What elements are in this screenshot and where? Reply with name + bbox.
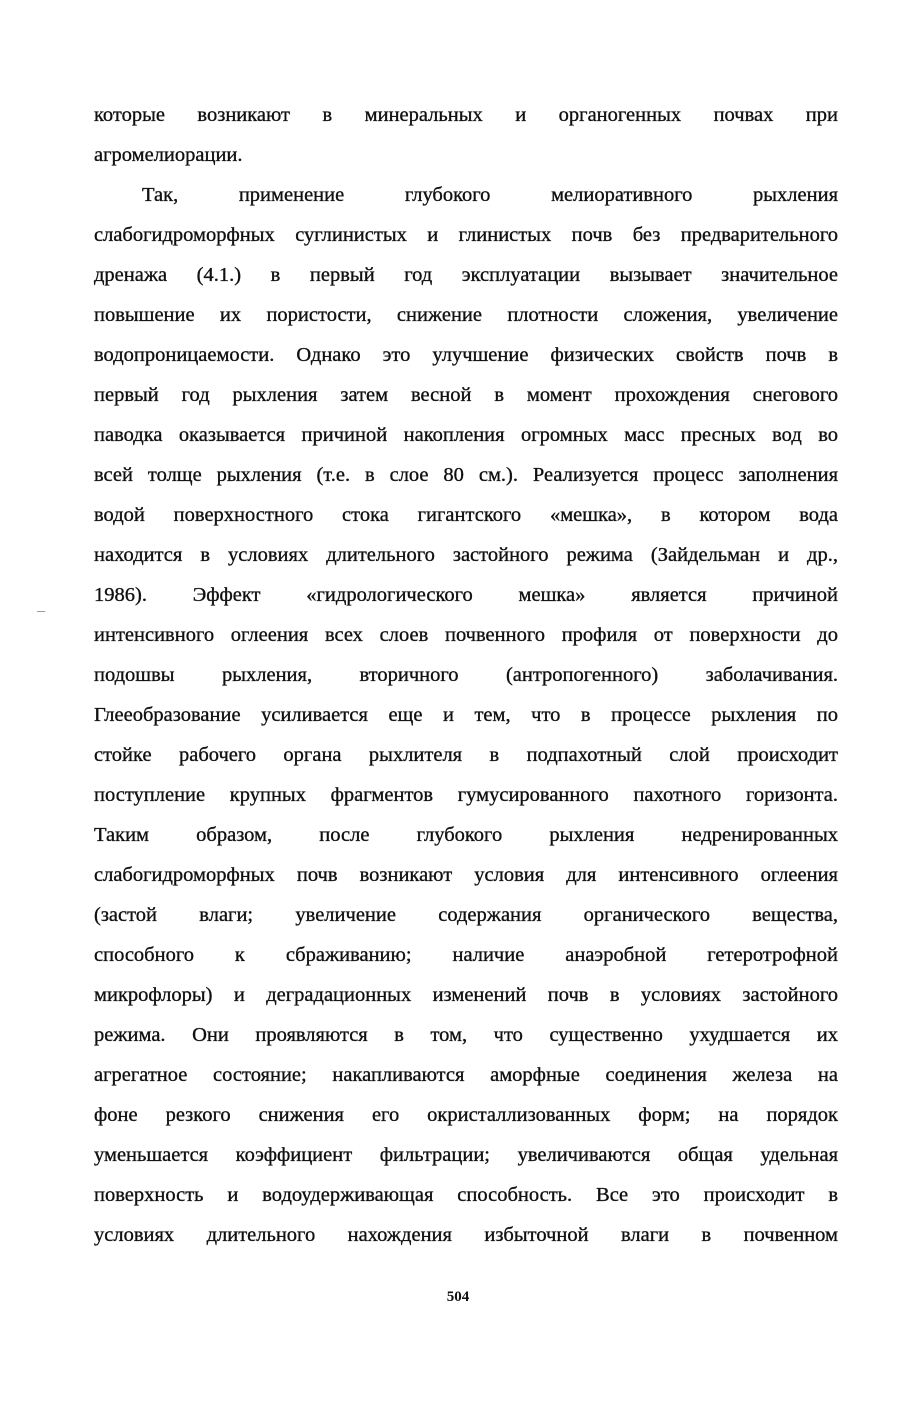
text-line: слабогидроморфных почв возникают условия для интенсивного оглеения [94, 864, 838, 886]
margin-mark [37, 611, 45, 612]
text-line: микрофлоры) и деградационных изменений почв в условиях застойного [94, 984, 838, 1006]
text-line: фоне резкого снижения его окристаллизованных форм; на порядок [94, 1104, 838, 1126]
text-line: первый год рыхления затем весной в момент прохождения снегового [94, 384, 838, 406]
text-line: агромелиорации. [94, 144, 243, 166]
text-line: дренажа (4.1.) в первый год эксплуатации вызывает значительное [94, 264, 838, 286]
text-line: агрегатное состояние; накапливаются аморфные соединения железа на [94, 1064, 838, 1086]
text-line: паводка оказывается причиной накопления огромных масс пресных вод во [94, 424, 838, 446]
text-line: поступление крупных фрагментов гумусированного пахотного горизонта. [94, 784, 838, 806]
text-line: которые возникают в минеральных и органогенных почвах при [94, 104, 838, 126]
text-line: 1986). Эффект «гидрологического мешка» является причиной [94, 584, 838, 606]
text-line: повышение их пористости, снижение плотности сложения, увеличение [94, 304, 838, 326]
text-line: находится в условиях длительного застойного режима (Зайдельман и др., [94, 544, 838, 566]
text-line: интенсивного оглеения всех слоев почвенного профиля от поверхности до [94, 624, 838, 646]
text-line: условиях длительного нахождения избыточной влаги в почвенном [94, 1224, 838, 1246]
text-line: водой поверхностного стока гигантского «мешка», в котором вода [94, 504, 838, 526]
text-line: подошвы рыхления, вторичного (антропогенного) заболачивания. [94, 664, 838, 686]
text-line: слабогидроморфных суглинистых и глинистых почв без предварительного [94, 224, 838, 246]
text-line: Таким образом, после глубокого рыхления недренированных [94, 824, 838, 846]
text-line: Так, применение глубокого мелиоративного рыхления [142, 184, 838, 206]
text-line: Глееобразование усиливается еще и тем, что в процессе рыхления по [94, 704, 838, 726]
text-line: поверхность и водоудерживающая способность. Все это происходит в [94, 1184, 838, 1206]
text-line: водопроницаемости. Однако это улучшение физических свойств почв в [94, 344, 838, 366]
text-line: способного к сбраживанию; наличие анаэробной гетеротрофной [94, 944, 838, 966]
text-line: режима. Они проявляются в том, что существенно ухудшается их [94, 1024, 838, 1046]
page-number: 504 [446, 1289, 470, 1305]
text-line: стойке рабочего органа рыхлителя в подпахотный слой происходит [94, 744, 838, 766]
text-line: уменьшается коэффициент фильтрации; увеличиваются общая удельная [94, 1144, 838, 1166]
text-line: всей толще рыхления (т.е. в слое 80 см.). Реализуется процесс заполнения [94, 464, 838, 486]
text-line: (застой влаги; увеличение содержания органического вещества, [94, 904, 838, 926]
